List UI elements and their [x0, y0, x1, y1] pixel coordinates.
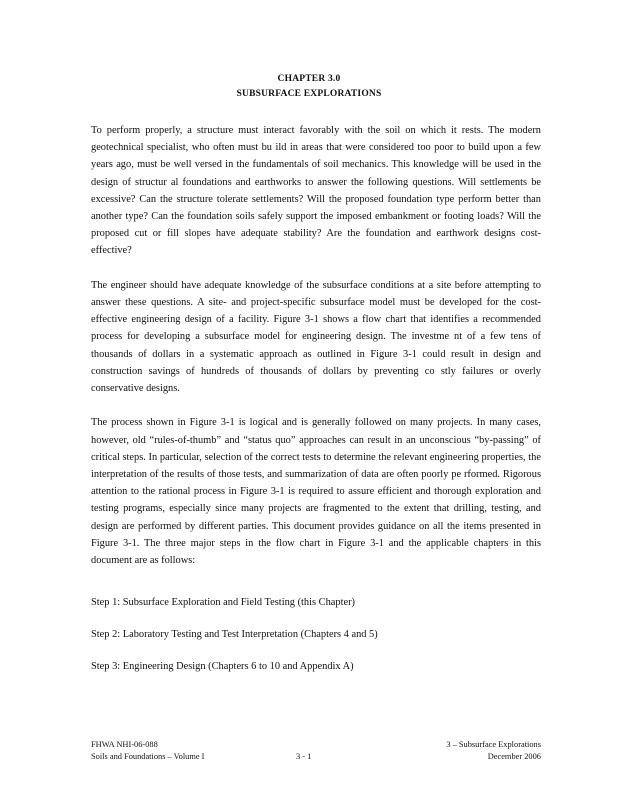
chapter-heading [0, 74, 618, 99]
paragraph-intro: To perform properly, a structure must interact favorably with the soil on which it rests. The modern geotechnical specialist, who often must bu ild in areas that were considered too poor to build upon a few years ago, must be well versed in the fundamentals of soil mechanics. This knowledge will be used in the design of structur al foundations and earthworks to answer the following questions. Will settlements be excessive? Can the structure tolerate settlements? Will the proposed foundation type perform better than another type? Can the foundation soils safely support the imposed embankment or footing loads? Will the proposed cut or fill slopes have adequate stability? Are the foundation and earthwork designs cost-effective? [91, 125, 541, 257]
footer-left [91, 739, 204, 763]
chapter-title: SUBSURFACE EXPLORATIONS [236, 89, 382, 99]
footer-right [446, 739, 541, 763]
paragraph-process: The process shown in Figure 3-1 is logical and is generally followed on many projects. In many cases, however, old “rules-of-thumb” and “status quo” approaches can result in an unconscious “by-passing” of critical steps. In particular, selection of the correct tests to determine the relevant engineering properties, the interpretation of the results of those tests, and summarization of data are often poorly pe rformed. Rigorous attention to the rational process in Figure 3-1 is required to assure efficient and thorough exploration and testing programs, especially since many projects are fragmented to the extent that drilling, testing, and design are performed by different parties. This document provides guidance on all the items presented in Figure 3-1. The three major steps in the flow chart in Figure 3-1 and the applicable chapters in this document are as follows: [91, 417, 541, 567]
step-list [91, 597, 541, 693]
chapter-number: CHAPTER 3.0 [277, 74, 341, 84]
footer-volume: Soils and Foundations – Volume I [91, 752, 205, 761]
footer-date: December 2006 [487, 752, 541, 761]
footer-document-id: FHWA NHI-06-088 [91, 740, 158, 749]
page-number: 3 - 1 [296, 752, 312, 761]
paragraph-subsurface-model: The engineer should have adequate knowledge of the subsurface conditions at a site before attempting to answer these questions. A site- and project-specific subsurface model must be developed for the cost-effective engineering design of a facility. Figure 3-1 shows a flow chart that identifies a recommended process for developing a subsurface model for engineering design. The investme nt of a few tens of thousands of dollars in a systematic approach as outlined in Figure 3-1 could result in design and construction savings of hundreds of thousands of dollars by preventing co stly failures or overly conservative designs. [91, 279, 541, 395]
body-text [91, 122, 541, 586]
step-item-3: Step 3: Engineering Design (Chapters 6 to 10 and Appendix A) [91, 661, 354, 672]
step-item-2: Step 2: Laboratory Testing and Test Interpretation (Chapters 4 and 5) [91, 629, 378, 640]
footer-chapter: 3 – Subsurface Explorations [446, 740, 541, 749]
step-item-1: Step 1: Subsurface Exploration and Field Testing (this Chapter) [91, 597, 355, 608]
